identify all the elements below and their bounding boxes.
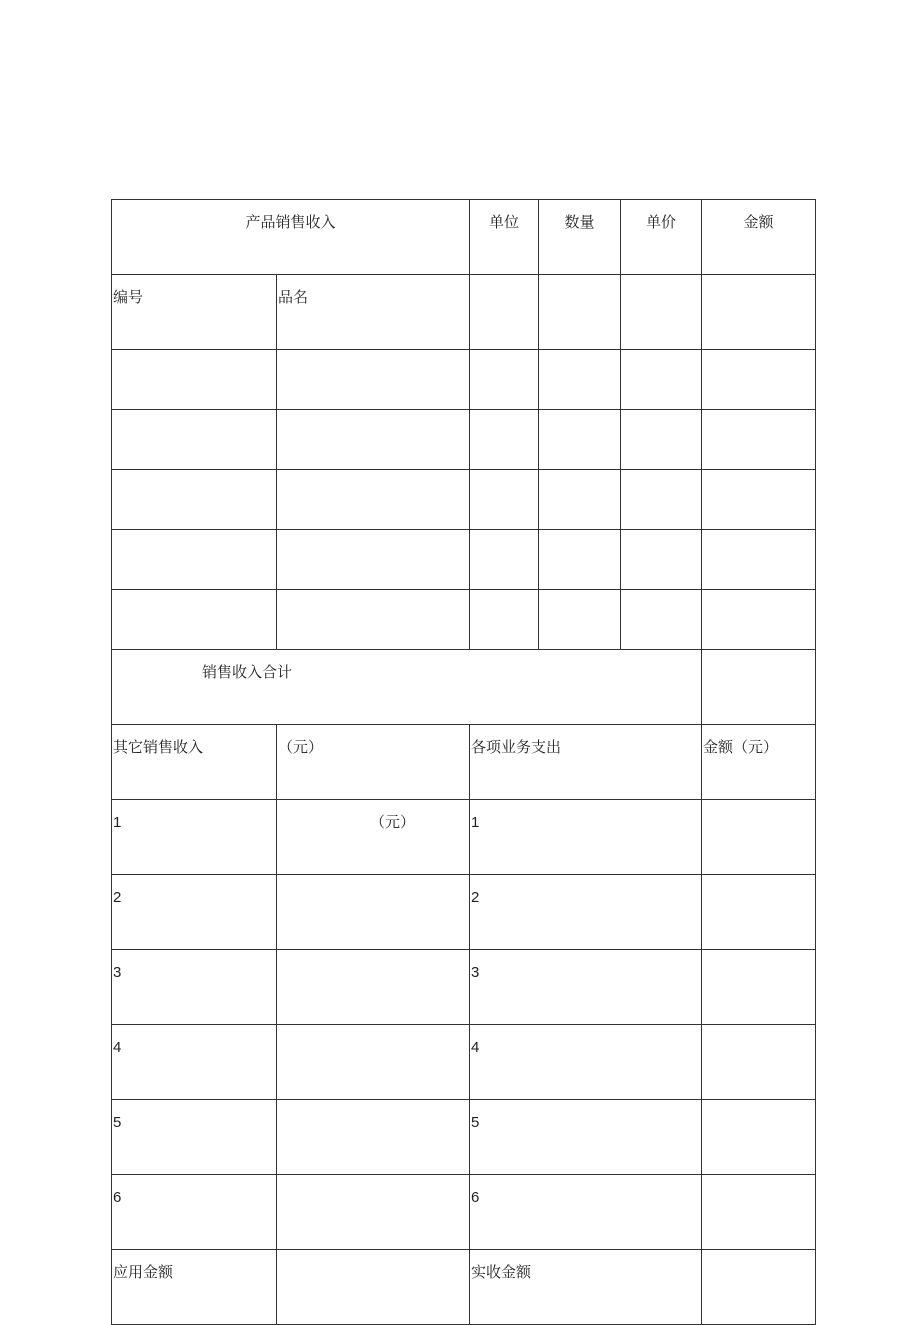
- expense-row-number: 4: [470, 1025, 702, 1100]
- other-income-row-number: 5: [112, 1100, 277, 1175]
- table-cell[interactable]: [539, 530, 621, 590]
- table-cell[interactable]: [539, 350, 621, 410]
- table-cell[interactable]: [539, 410, 621, 470]
- other-income-row-number: 6: [112, 1175, 277, 1250]
- other-income-value-cell[interactable]: [277, 1100, 470, 1175]
- expense-row-number: 2: [470, 875, 702, 950]
- payable-amount-label: 应用金额: [112, 1250, 277, 1325]
- table-cell[interactable]: [702, 410, 816, 470]
- other-income-value-cell[interactable]: [277, 875, 470, 950]
- payable-amount-cell[interactable]: [277, 1250, 470, 1325]
- table-cell[interactable]: [702, 275, 816, 350]
- expense-row-number: 3: [470, 950, 702, 1025]
- table-cell[interactable]: [112, 530, 277, 590]
- expense-amount-cell[interactable]: [702, 1100, 816, 1175]
- other-income-value-cell[interactable]: [277, 950, 470, 1025]
- other-income-value-cell[interactable]: [277, 1025, 470, 1100]
- received-amount-cell[interactable]: [702, 1250, 816, 1325]
- other-income-row-number: 3: [112, 950, 277, 1025]
- table-cell[interactable]: [621, 590, 702, 650]
- other-income-unit-label: （元）: [277, 725, 470, 800]
- table-cell[interactable]: [112, 470, 277, 530]
- expense-amount-cell[interactable]: [702, 875, 816, 950]
- table-cell[interactable]: [277, 590, 470, 650]
- received-amount-label: 实收金额: [470, 1250, 702, 1325]
- unit-header: 单位: [470, 200, 539, 275]
- table-row: [112, 590, 816, 650]
- table-cell[interactable]: [470, 590, 539, 650]
- table-cell[interactable]: [112, 350, 277, 410]
- expense-amount-cell[interactable]: [702, 950, 816, 1025]
- other-income-row-number: 1: [112, 800, 277, 875]
- income-expense-form: [111, 199, 816, 1325]
- sales-total-amount-cell[interactable]: [702, 650, 816, 725]
- sales-total-label: 销售收入合计: [112, 650, 702, 725]
- table-cell[interactable]: [470, 275, 539, 350]
- table-cell[interactable]: [621, 350, 702, 410]
- table-cell[interactable]: [277, 350, 470, 410]
- expense-amount-cell[interactable]: [702, 800, 816, 875]
- table-cell[interactable]: [702, 530, 816, 590]
- table-row: [112, 350, 816, 410]
- expense-row-number: 6: [470, 1175, 702, 1250]
- quantity-header: 数量: [539, 200, 621, 275]
- table-cell[interactable]: [539, 275, 621, 350]
- table-cell[interactable]: [277, 410, 470, 470]
- table-cell[interactable]: [470, 350, 539, 410]
- table-row: [112, 410, 816, 470]
- other-income-row-number: 2: [112, 875, 277, 950]
- expense-row-number: 1: [470, 800, 702, 875]
- table-cell[interactable]: [470, 470, 539, 530]
- table-cell[interactable]: [702, 470, 816, 530]
- name-header: 品名: [277, 275, 470, 350]
- other-income-row1-unit: （元）: [277, 800, 470, 875]
- table-cell[interactable]: [539, 470, 621, 530]
- table-cell[interactable]: [621, 530, 702, 590]
- table-cell[interactable]: [470, 530, 539, 590]
- other-income-row-number: 4: [112, 1025, 277, 1100]
- expense-row-number: 5: [470, 1100, 702, 1175]
- table-cell[interactable]: [470, 410, 539, 470]
- table-cell[interactable]: [539, 590, 621, 650]
- table-cell[interactable]: [112, 590, 277, 650]
- table-cell[interactable]: [702, 350, 816, 410]
- expenses-label: 各项业务支出: [470, 725, 702, 800]
- expense-amount-label: 金额（元）: [702, 725, 816, 800]
- table-row: [112, 470, 816, 530]
- product-sales-income-header: 产品销售收入: [112, 200, 470, 275]
- table-cell[interactable]: [277, 470, 470, 530]
- code-header: 编号: [112, 275, 277, 350]
- amount-header: 金额: [702, 200, 816, 275]
- table-cell[interactable]: [702, 590, 816, 650]
- table-cell[interactable]: [621, 275, 702, 350]
- expense-amount-cell[interactable]: [702, 1175, 816, 1250]
- other-sales-income-label: 其它销售收入: [112, 725, 277, 800]
- table-cell[interactable]: [621, 470, 702, 530]
- table-cell[interactable]: [621, 410, 702, 470]
- expense-amount-cell[interactable]: [702, 1025, 816, 1100]
- other-income-value-cell[interactable]: [277, 1175, 470, 1250]
- table-row: [112, 530, 816, 590]
- unit-price-header: 单价: [621, 200, 702, 275]
- table-cell[interactable]: [112, 410, 277, 470]
- table-cell[interactable]: [277, 530, 470, 590]
